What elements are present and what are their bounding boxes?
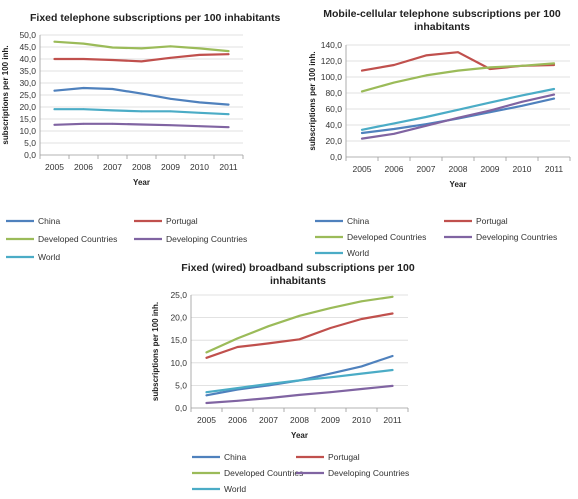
data-point-world — [457, 109, 459, 111]
data-point-portugal — [361, 318, 363, 320]
legend-label: China — [347, 216, 370, 226]
data-point-portugal — [299, 338, 301, 340]
legend — [315, 216, 557, 258]
chart-title-line: Fixed (wired) broadband subscriptions per 100 — [181, 262, 415, 274]
y-tick-label: 60,0 — [325, 104, 342, 114]
data-point-developed-countries — [237, 337, 239, 339]
y-axis-title: subscriptions per 100 inh. — [151, 301, 160, 402]
data-point-china — [392, 355, 394, 357]
chart-3 — [151, 262, 415, 494]
data-point-developed-countries — [268, 325, 270, 327]
data-point-developed-countries — [553, 63, 555, 65]
y-tick-label: 0,0 — [330, 152, 342, 162]
data-point-developing-countries — [489, 110, 491, 112]
data-point-china — [83, 87, 85, 89]
data-point-developed-countries — [83, 43, 85, 45]
data-point-china — [361, 132, 363, 134]
data-point-china — [54, 90, 56, 92]
data-point-portugal — [361, 70, 363, 72]
chart-title-line: inhabitants — [269, 275, 327, 287]
data-point-portugal — [392, 313, 394, 315]
data-point-world — [361, 373, 363, 375]
data-point-developing-countries — [206, 402, 208, 404]
y-tick-label: 10,0 — [19, 126, 36, 136]
data-point-world — [553, 88, 555, 90]
data-point-developing-countries — [392, 385, 394, 387]
legend — [6, 216, 247, 262]
chart-1 — [1, 12, 280, 262]
series-line-china — [362, 99, 554, 133]
x-tick-label: 2005 — [45, 162, 64, 172]
legend-label: Developed Countries — [38, 234, 118, 244]
data-point-developed-countries — [299, 315, 301, 317]
chart-title-line: inhabitants — [413, 21, 471, 33]
x-tick-label: 2005 — [352, 164, 372, 174]
data-point-china — [170, 98, 172, 100]
data-point-developed-countries — [393, 82, 395, 84]
legend-label: Developing Countries — [328, 468, 410, 478]
data-point-world — [170, 110, 172, 112]
data-point-developing-countries — [199, 125, 201, 127]
x-tick-label: 2005 — [197, 415, 216, 425]
y-tick-label: 5,0 — [175, 380, 187, 391]
x-tick-label: 2011 — [219, 162, 238, 172]
data-point-world — [393, 123, 395, 125]
x-axis-title: Year — [133, 178, 150, 187]
x-tick-label: 2007 — [259, 415, 278, 425]
data-point-developed-countries — [54, 41, 56, 43]
x-tick-label: 2010 — [512, 164, 532, 174]
y-tick-label: 30,0 — [19, 78, 36, 88]
legend-label: Portugal — [166, 216, 198, 226]
x-tick-label: 2008 — [290, 415, 309, 425]
data-point-portugal — [199, 54, 201, 56]
data-point-world — [112, 109, 114, 111]
y-tick-label: 5,0 — [24, 138, 36, 148]
data-point-developing-countries — [268, 397, 270, 399]
y-tick-label: 25,0 — [170, 290, 187, 300]
data-point-portugal — [457, 51, 459, 53]
data-point-developed-countries — [392, 296, 394, 298]
series-line-portugal — [207, 314, 393, 358]
data-point-portugal — [54, 58, 56, 60]
data-point-developing-countries — [393, 133, 395, 135]
y-tick-label: 120,0 — [320, 56, 342, 66]
data-point-portugal — [170, 57, 172, 59]
series-line-portugal — [362, 52, 554, 70]
data-point-china — [553, 98, 555, 100]
legend-label: World — [38, 252, 61, 262]
data-point-portugal — [228, 53, 230, 55]
data-point-developing-countries — [83, 123, 85, 125]
data-point-world — [268, 383, 270, 385]
data-point-china — [141, 93, 143, 95]
data-point-developing-countries — [361, 388, 363, 390]
legend-label: Developed Countries — [347, 232, 427, 242]
legend-label: World — [347, 248, 370, 258]
legend — [192, 452, 409, 494]
data-point-developed-countries — [206, 352, 208, 354]
data-point-portugal — [330, 327, 332, 329]
data-point-world — [489, 102, 491, 104]
y-tick-label: 40,0 — [19, 54, 36, 64]
y-tick-label: 20,0 — [325, 136, 342, 146]
data-point-china — [361, 366, 363, 368]
x-tick-label: 2006 — [74, 162, 93, 172]
data-point-portugal — [393, 64, 395, 66]
data-point-world — [83, 108, 85, 110]
legend-label: World — [224, 484, 247, 494]
data-point-developed-countries — [199, 48, 201, 50]
y-tick-label: 15,0 — [19, 114, 36, 124]
data-point-developing-countries — [330, 391, 332, 393]
x-tick-label: 2007 — [416, 164, 436, 174]
y-axis-title: subscriptions per 100 inh. — [1, 45, 10, 145]
data-point-developed-countries — [112, 47, 114, 49]
legend-label: Portugal — [476, 216, 508, 226]
x-tick-label: 2008 — [132, 162, 151, 172]
chart-title-line: Fixed telephone subscriptions per 100 inhabitants — [30, 12, 281, 24]
data-point-developing-countries — [457, 117, 459, 119]
data-point-world — [299, 380, 301, 382]
data-point-china — [393, 128, 395, 130]
y-tick-label: 20,0 — [170, 312, 187, 323]
x-tick-label: 2006 — [384, 164, 404, 174]
data-point-china — [228, 104, 230, 106]
x-tick-label: 2007 — [103, 162, 122, 172]
legend-label: Developed Countries — [224, 468, 304, 478]
chart-title — [30, 12, 280, 24]
series-line-portugal — [55, 54, 229, 61]
data-point-developing-countries — [553, 94, 555, 96]
x-tick-label: 2009 — [161, 162, 180, 172]
data-point-portugal — [112, 59, 114, 61]
chart-2 — [308, 8, 570, 258]
legend-label: Portugal — [328, 452, 360, 462]
data-point-portugal — [206, 357, 208, 359]
data-point-developing-countries — [112, 123, 114, 125]
chart-title-line: Mobile-cellular telephone subscriptions per 100 — [323, 8, 561, 20]
data-point-developing-countries — [54, 124, 56, 126]
data-point-world — [392, 369, 394, 371]
data-point-china — [206, 394, 208, 396]
legend-label: Developing Countries — [166, 234, 248, 244]
data-point-world — [521, 95, 523, 97]
data-point-portugal — [237, 346, 239, 348]
y-tick-label: 100,0 — [320, 72, 342, 82]
data-point-world — [206, 391, 208, 393]
y-tick-label: 35,0 — [19, 66, 36, 76]
data-point-developing-countries — [425, 125, 427, 127]
y-tick-label: 20,0 — [19, 102, 36, 112]
data-point-portugal — [141, 61, 143, 63]
series-line-developed-countries — [207, 297, 393, 353]
data-point-developed-countries — [170, 45, 172, 47]
x-tick-label: 2010 — [190, 162, 209, 172]
data-point-portugal — [83, 58, 85, 60]
series-line-china — [55, 88, 229, 105]
data-point-china — [330, 373, 332, 375]
series-line-developing-countries — [362, 95, 554, 139]
y-tick-label: 140,0 — [320, 40, 342, 50]
y-tick-label: 15,0 — [170, 335, 187, 346]
data-point-world — [237, 387, 239, 389]
data-point-developed-countries — [489, 67, 491, 69]
legend-label: Developing Countries — [476, 232, 558, 242]
x-axis-title: Year — [449, 180, 467, 189]
data-point-developed-countries — [330, 307, 332, 309]
x-tick-label: 2009 — [480, 164, 500, 174]
x-tick-label: 2011 — [383, 415, 402, 425]
data-point-developed-countries — [521, 65, 523, 67]
data-point-china — [112, 88, 114, 90]
chart-title — [323, 8, 561, 33]
data-point-china — [521, 105, 523, 107]
data-point-developed-countries — [361, 91, 363, 93]
data-point-developed-countries — [361, 300, 363, 302]
series-line-developed-countries — [55, 42, 229, 51]
x-tick-label: 2011 — [544, 164, 564, 174]
x-tick-label: 2010 — [352, 415, 371, 425]
x-tick-label: 2008 — [448, 164, 468, 174]
x-tick-label: 2009 — [321, 415, 340, 425]
data-point-world — [228, 113, 230, 115]
data-point-world — [330, 376, 332, 378]
data-point-developing-countries — [521, 101, 523, 103]
y-tick-label: 40,0 — [325, 120, 342, 130]
data-point-portugal — [268, 342, 270, 344]
x-tick-label: 2006 — [228, 415, 247, 425]
chart-title — [181, 262, 415, 287]
data-point-world — [361, 129, 363, 131]
data-point-world — [425, 116, 427, 118]
y-tick-label: 45,0 — [19, 42, 36, 52]
data-point-developing-countries — [228, 126, 230, 128]
y-tick-label: 80,0 — [325, 88, 342, 98]
data-point-china — [199, 102, 201, 104]
data-point-developing-countries — [170, 124, 172, 126]
y-tick-label: 50,0 — [19, 30, 36, 40]
data-point-developed-countries — [141, 48, 143, 50]
data-point-developing-countries — [299, 394, 301, 396]
legend-label: China — [224, 452, 247, 462]
data-point-world — [141, 110, 143, 112]
data-point-world — [199, 112, 201, 114]
y-tick-label: 25,0 — [19, 90, 36, 100]
data-point-developed-countries — [457, 70, 459, 72]
data-point-world — [54, 108, 56, 110]
data-point-developing-countries — [141, 124, 143, 126]
y-axis-title: subscriptions per 100 inh. — [308, 51, 317, 151]
x-axis-title: Year — [291, 431, 308, 440]
data-point-developed-countries — [425, 75, 427, 77]
data-point-portugal — [425, 55, 427, 57]
legend-label: China — [38, 216, 61, 226]
data-point-developing-countries — [237, 400, 239, 402]
data-point-developing-countries — [361, 138, 363, 140]
y-tick-label: 10,0 — [170, 357, 187, 368]
data-point-developed-countries — [228, 50, 230, 52]
y-tick-label: 0,0 — [24, 150, 36, 160]
y-tick-label: 0,0 — [175, 403, 187, 413]
